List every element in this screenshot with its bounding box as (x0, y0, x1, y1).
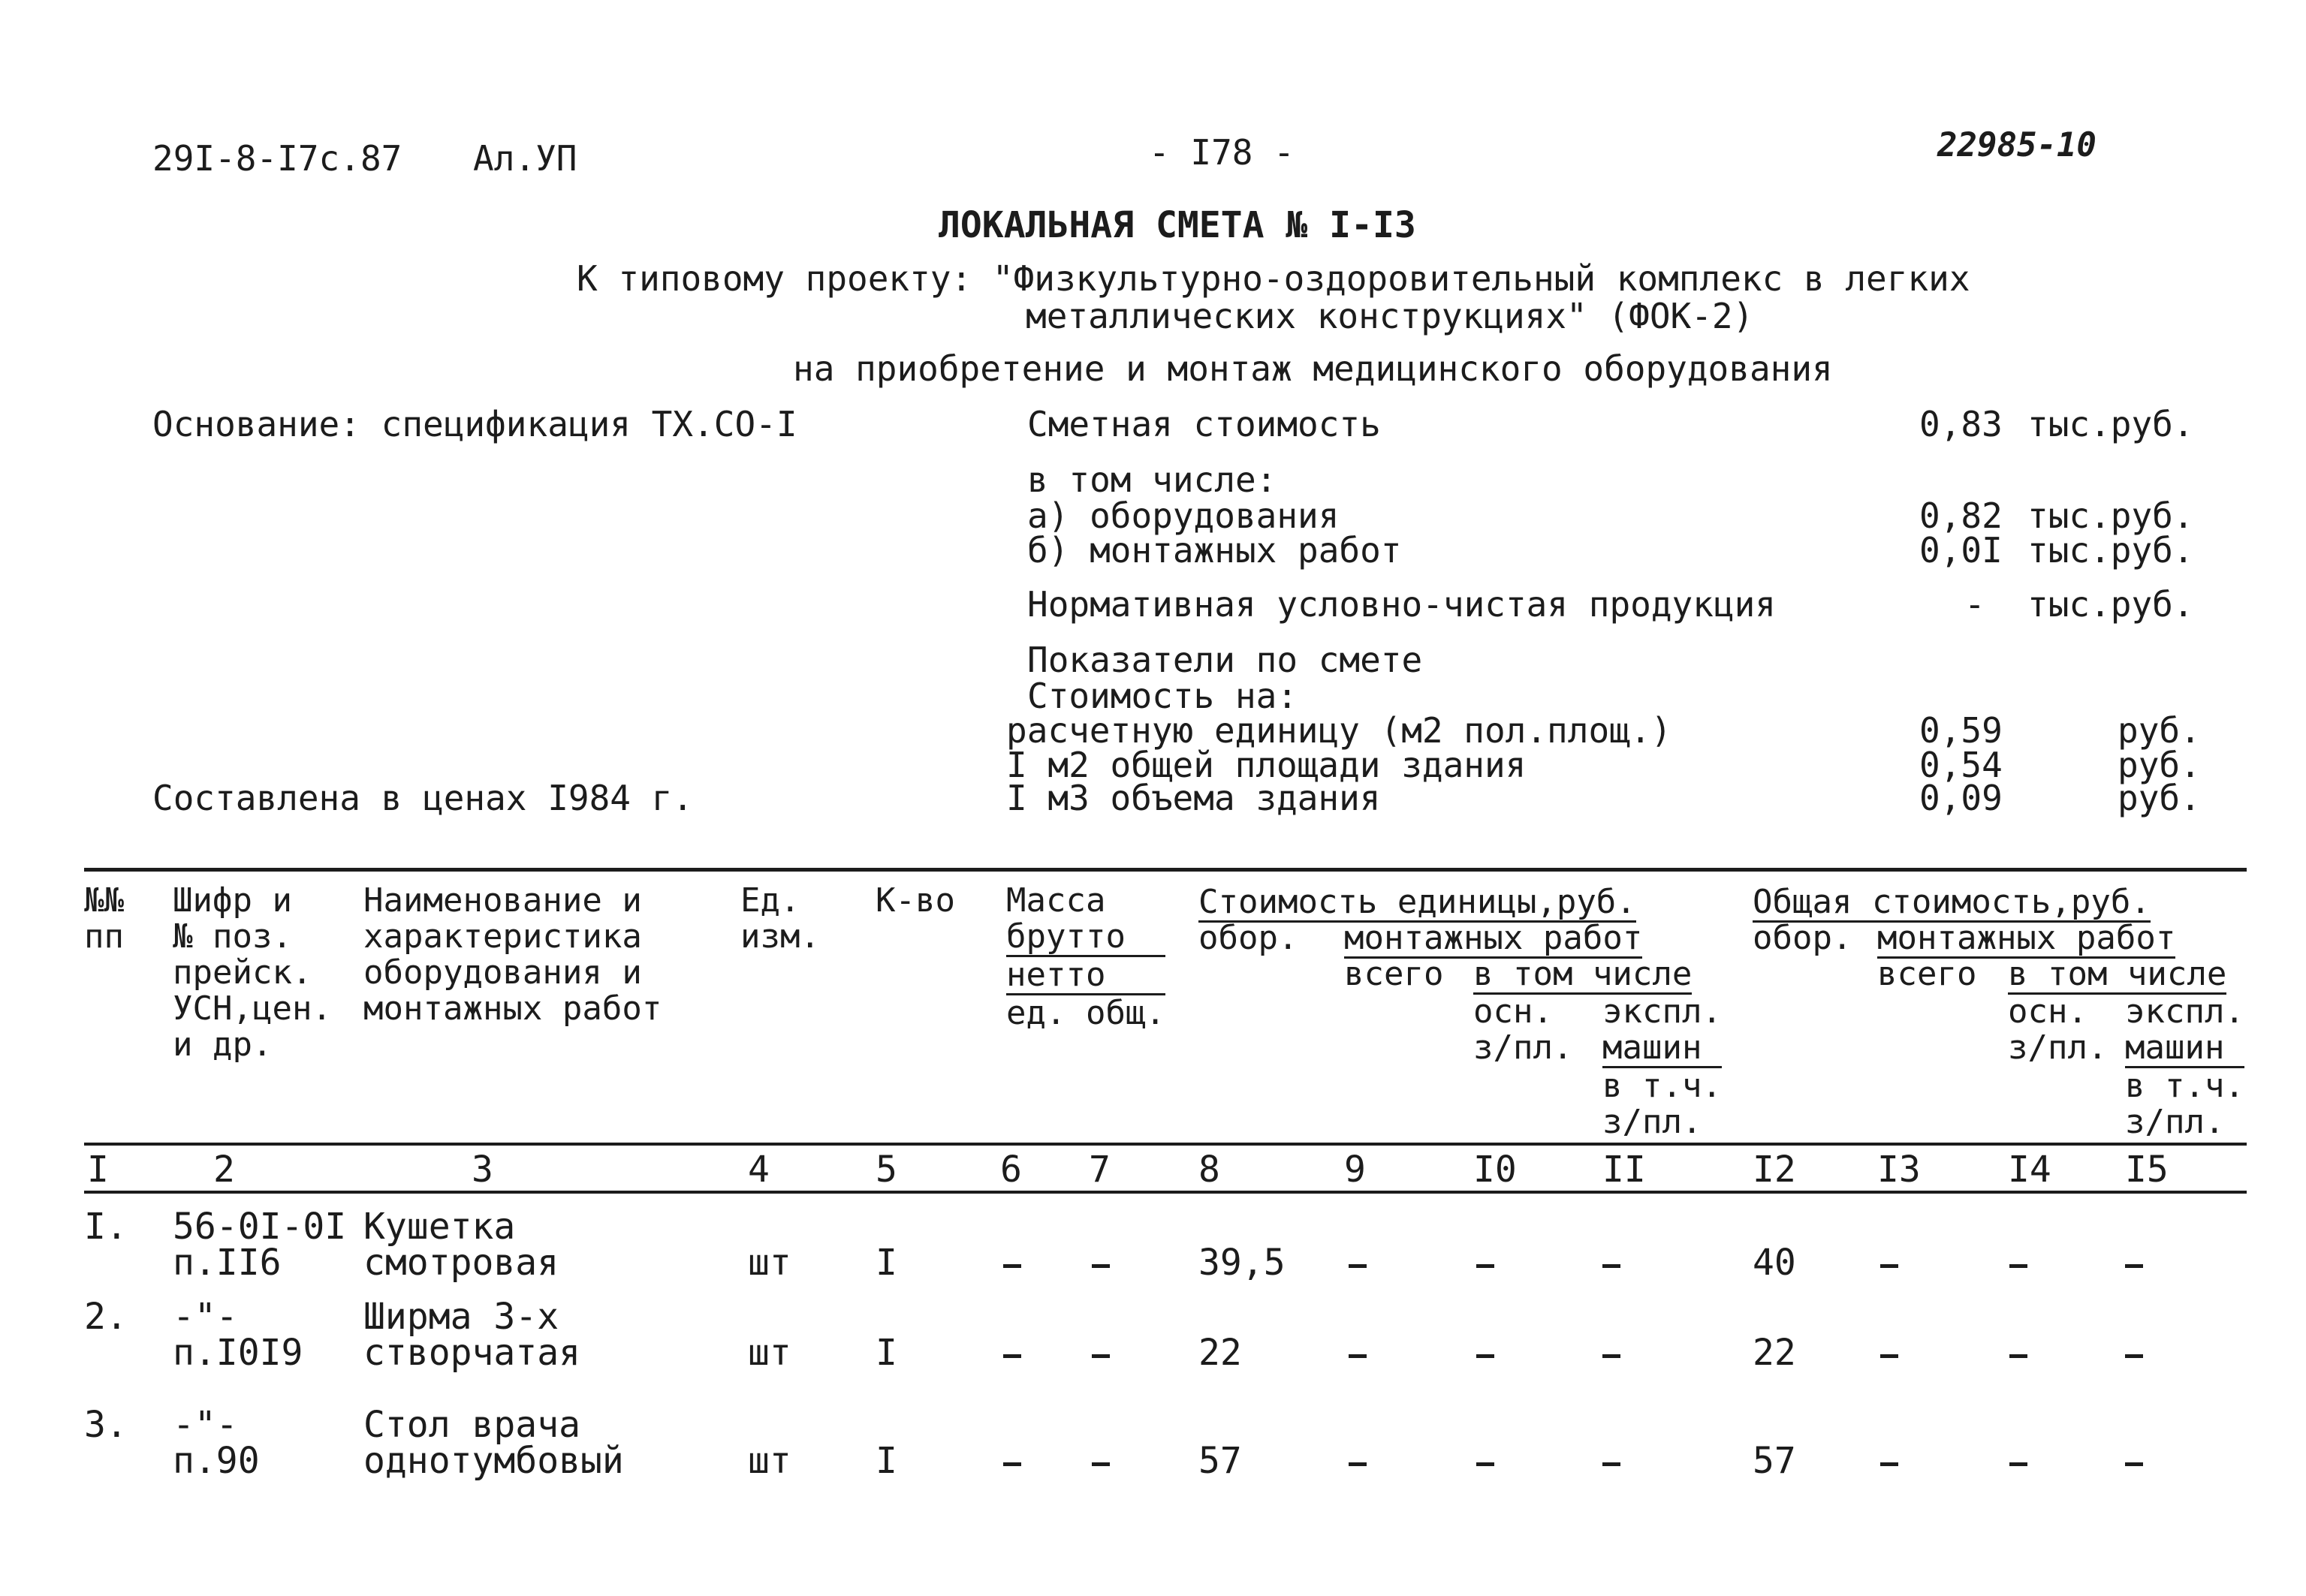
dash-9 (1349, 1354, 1367, 1358)
head-text: оборудования и (363, 953, 642, 992)
dash-15 (2125, 1354, 2143, 1358)
summary-label-cost-per: Стоимость на: (1027, 676, 1298, 716)
row-unit-obor: 39,5 (1198, 1242, 1286, 1284)
dash-11 (1602, 1264, 1620, 1268)
head-col-qty (876, 883, 955, 919)
subtitle-line-1: К типовому проекту: "Физкультурно-оздоровительный комплекс в легких (577, 258, 1970, 299)
colnum-1: I (87, 1149, 109, 1191)
head-text: монтажных работ (363, 989, 662, 1028)
head-text: Ед. (740, 881, 800, 920)
row-number: 3. (84, 1404, 128, 1446)
document-title: ЛОКАЛЬНАЯ СМЕТА № I-I3 (939, 204, 1416, 246)
summary-unit-per-m3: руб. (2118, 778, 2201, 818)
dash-10 (1476, 1462, 1494, 1466)
head-text: машин (1602, 1030, 1722, 1068)
colnum-6: 6 (1000, 1149, 1022, 1191)
dash-10 (1476, 1354, 1494, 1358)
summary-unit-per-unit: руб. (2118, 710, 2201, 751)
dash-13 (1880, 1462, 1898, 1466)
colnum-14: I4 (2008, 1149, 2051, 1191)
dash-6 (1003, 1264, 1021, 1268)
head-text: з/пл. (1473, 1028, 1573, 1067)
colnum-2: 2 (213, 1149, 235, 1191)
colnum-5: 5 (876, 1149, 897, 1191)
dash-6 (1003, 1462, 1021, 1466)
dash-15 (2125, 1264, 2143, 1268)
table-header-bottom-rule (84, 1143, 2247, 1146)
summary-unit-installation: тыс.руб. (2027, 530, 2194, 571)
basis-text: Основание: спецификация ТХ.СО-I (152, 404, 797, 444)
dash-15 (2125, 1462, 2143, 1466)
summary-label-including: в том числе: (1027, 459, 1277, 500)
dash-11 (1602, 1354, 1620, 1358)
colnum-3: 3 (472, 1149, 493, 1191)
head-total-vsego: всего (1877, 955, 1977, 993)
summary-value-per-unit: 0,59 (1919, 710, 2003, 751)
colnum-11: II (1602, 1149, 1646, 1191)
summary-value-per-m2: 0,54 (1919, 745, 2003, 785)
summary-value-installation: 0,0I (1919, 530, 2003, 571)
head-col-number (84, 883, 124, 955)
head-unit-v-tom: в том числе (1473, 955, 1693, 993)
row-name-2: створчатая (363, 1332, 580, 1374)
colnum-12: I2 (1753, 1149, 1796, 1191)
colnum-9: 9 (1344, 1149, 1366, 1191)
row-qty: I (876, 1242, 897, 1284)
head-text: з/пл. (2125, 1103, 2225, 1141)
row-code-item: п.I0I9 (173, 1332, 303, 1374)
head-text: характеристика (363, 917, 642, 956)
head-total-montazh: монтажных работ (1877, 919, 2176, 957)
colnum-15: I5 (2125, 1149, 2169, 1191)
head-total-cost: Общая стоимость,руб. (1753, 883, 2151, 921)
head-text: изм. (740, 917, 820, 956)
colnum-4: 4 (748, 1149, 770, 1191)
head-text: ед. общ. (1006, 994, 1165, 1032)
dash-11 (1602, 1462, 1620, 1466)
table-top-rule (84, 868, 2247, 872)
summary-value-net-product: - (1964, 584, 1985, 625)
row-total-obor: 40 (1753, 1242, 1796, 1284)
summary-label-per-unit: расчетную единицу (м2 пол.площ.) (1006, 710, 1672, 751)
row-name: Стол врача (363, 1404, 580, 1446)
colnum-10: I0 (1473, 1149, 1517, 1191)
row-code: 56-0I-0I (173, 1206, 347, 1248)
head-col-name (363, 883, 662, 1027)
summary-label-total: Сметная стоимость (1027, 404, 1381, 444)
dash-7 (1092, 1462, 1110, 1466)
head-text: з/пл. (2008, 1028, 2108, 1067)
head-total-ekspl (2125, 994, 2244, 1140)
row-code: -"- (173, 1404, 238, 1446)
row-unit: шт (748, 1242, 791, 1284)
summary-label-indicators: Показатели по смете (1027, 640, 1423, 680)
sheet-number: 22985-10 (1937, 126, 2097, 164)
summary-value-total: 0,83 (1919, 404, 2003, 444)
row-number: 2. (84, 1296, 128, 1338)
subtitle-line-3: на приобретение и монтаж медицинского оборудования (793, 348, 1833, 389)
head-text: осн. (1473, 992, 1553, 1031)
row-code: -"- (173, 1296, 238, 1338)
head-unit-obor: обор. (1198, 919, 1298, 957)
head-text: в т.ч. (1602, 1067, 1722, 1105)
row-qty: I (876, 1332, 897, 1374)
head-total-osn (2008, 994, 2107, 1066)
head-unit-vsego: всего (1344, 955, 1444, 993)
project-code: 29I-8-I7c.87 (152, 138, 402, 179)
head-text: экспл. (1602, 992, 1722, 1031)
head-unit-osn (1473, 994, 1572, 1066)
dash-14 (2009, 1354, 2027, 1358)
row-total-obor: 57 (1753, 1440, 1796, 1482)
summary-label-installation: б) монтажных работ (1027, 530, 1402, 571)
summary-unit-equipment: тыс.руб. (2027, 495, 2194, 536)
head-col-mass (1006, 883, 1165, 1031)
dash-7 (1092, 1264, 1110, 1268)
head-text: Масса (1006, 881, 1106, 920)
colnum-8: 8 (1198, 1149, 1220, 1191)
summary-value-equipment: 0,82 (1919, 495, 2003, 536)
colnum-13: I3 (1877, 1149, 1921, 1191)
summary-label-per-m3: I м3 объема здания (1006, 778, 1381, 818)
head-unit-cost: Стоимость единицы,руб. (1198, 883, 1636, 921)
album-number: Ал.УП (473, 138, 577, 179)
dash-13 (1880, 1354, 1898, 1358)
dash-13 (1880, 1264, 1898, 1268)
row-name: Кушетка (363, 1206, 516, 1248)
head-text: з/пл. (1602, 1103, 1702, 1141)
colnum-7: 7 (1089, 1149, 1111, 1191)
head-text: Шифр и (173, 881, 292, 920)
head-text: и др. (173, 1025, 273, 1064)
dash-6 (1003, 1354, 1021, 1358)
head-unit-montazh: монтажных работ (1344, 919, 1643, 957)
page-number: - I78 - (1149, 132, 1295, 173)
head-text: брутто (1006, 919, 1165, 957)
head-text: прейск. (173, 953, 312, 992)
head-text: экспл. (2125, 992, 2244, 1031)
row-number: I. (84, 1206, 128, 1248)
row-name-2: однотумбовый (363, 1440, 624, 1482)
head-text: Наименование и (363, 881, 642, 920)
row-code-item: п.II6 (173, 1242, 282, 1284)
row-name-2: смотровая (363, 1242, 559, 1284)
row-total-obor: 22 (1753, 1332, 1796, 1374)
head-text: № поз. (173, 917, 292, 956)
summary-label-net-product: Нормативная условно-чистая продукция (1027, 584, 1776, 625)
head-total-v-tom: в том числе (2008, 955, 2227, 993)
row-qty: I (876, 1440, 897, 1482)
dash-7 (1092, 1354, 1110, 1358)
row-code-item: п.90 (173, 1440, 260, 1482)
head-text: пп (84, 917, 124, 956)
dash-14 (2009, 1264, 2027, 1268)
row-unit-obor: 57 (1198, 1440, 1242, 1482)
head-text: нетто (1006, 957, 1165, 995)
summary-label-per-m2: I м2 общей площади здания (1006, 745, 1527, 785)
head-col-code (173, 883, 332, 1063)
dash-9 (1349, 1462, 1367, 1466)
prices-text: Составлена в ценах I984 г. (152, 778, 694, 818)
head-text: УСН,цен. (173, 989, 332, 1028)
row-name: Ширма 3-х (363, 1296, 559, 1338)
dash-10 (1476, 1264, 1494, 1268)
summary-unit-total: тыс.руб. (2027, 404, 2194, 444)
head-text: №№ (84, 881, 124, 920)
row-unit: шт (748, 1440, 791, 1482)
head-unit-ekspl (1602, 994, 1722, 1140)
summary-label-equipment: а) оборудования (1027, 495, 1340, 536)
head-col-unit (740, 883, 820, 955)
table-colnum-rule (84, 1191, 2247, 1194)
head-text: К-во (876, 881, 955, 920)
subtitle-line-2: металлических конструкциях" (ФОК-2) (1026, 296, 1754, 336)
head-text: осн. (2008, 992, 2087, 1031)
head-text: в т.ч. (2125, 1067, 2244, 1105)
dash-9 (1349, 1264, 1367, 1268)
head-text: машин (2125, 1030, 2244, 1068)
row-unit: шт (748, 1332, 791, 1374)
summary-unit-net-product: тыс.руб. (2027, 584, 2194, 625)
head-total-obor: обор. (1753, 919, 1852, 957)
summary-value-per-m3: 0,09 (1919, 778, 2003, 818)
summary-unit-per-m2: руб. (2118, 745, 2201, 785)
row-unit-obor: 22 (1198, 1332, 1242, 1374)
dash-14 (2009, 1462, 2027, 1466)
